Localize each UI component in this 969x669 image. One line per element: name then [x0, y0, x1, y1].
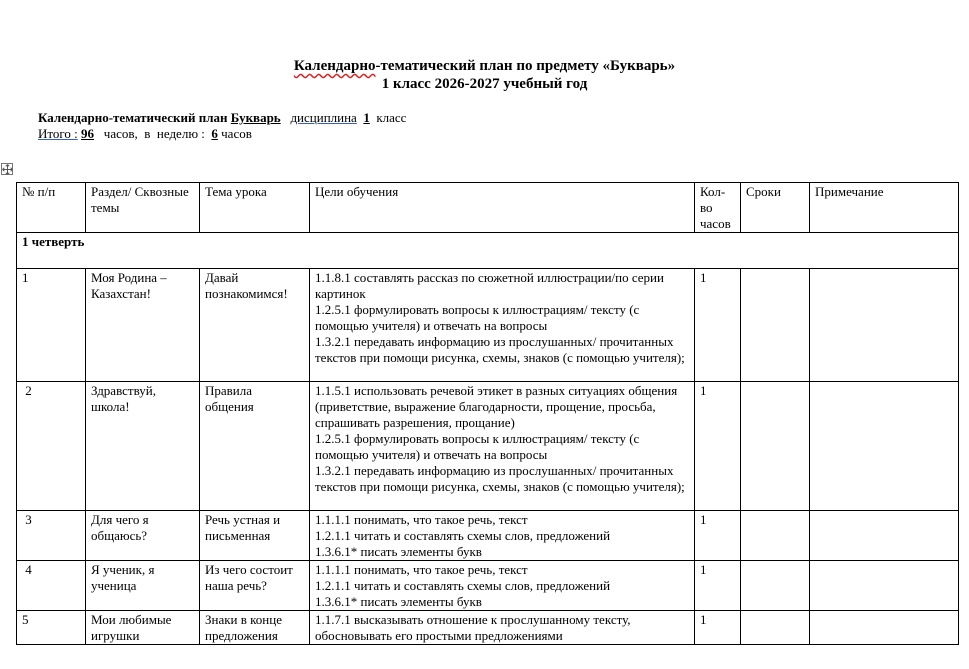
goal-item: 1.2.1.1 читать и составлять схемы слов, предложений: [315, 528, 611, 543]
table-header-row: [17, 183, 959, 233]
cell-num[interactable]: 3: [17, 511, 86, 561]
cell-topic[interactable]: Знаки в конце предложения: [200, 611, 310, 645]
quarter-row: [17, 233, 959, 269]
goal-item: 1.1.1.1 понимать, что такое речь, текст: [315, 562, 528, 577]
quarter-label: 1 четверть: [17, 233, 959, 269]
subject-value: Букварь: [230, 110, 281, 125]
table-move-handle-icon[interactable]: [1, 163, 13, 175]
table-row: [17, 269, 959, 382]
table-row: [17, 511, 959, 561]
grade-label: класс: [376, 110, 407, 125]
cell-dates[interactable]: [741, 382, 810, 511]
goal-item: 1.1.7.1 высказывать отношение к прослушанному тексту, обосновывать его простыми предложениями: [315, 612, 631, 643]
cell-goals[interactable]: [310, 269, 695, 382]
cell-section[interactable]: Моя Родина – Казахстан!: [86, 269, 200, 382]
header-num: № п/п: [17, 183, 86, 233]
header-goals: Цели обучения: [310, 183, 695, 233]
cell-topic[interactable]: Речь устная и письменная: [200, 511, 310, 561]
goal-item: 1.1.1.1 понимать, что такое речь, текст: [315, 512, 528, 527]
cell-notes[interactable]: [810, 561, 959, 611]
header-hours: Кол-во часов: [695, 183, 741, 233]
cell-dates[interactable]: [741, 611, 810, 645]
hours-label-2: часов: [221, 126, 252, 141]
cell-hours[interactable]: 1: [695, 611, 741, 645]
cell-section[interactable]: Для чего я общаюсь?: [86, 511, 200, 561]
title-rest: -тематический план по предмету «Букварь»: [375, 58, 676, 74]
discipline-label: дисциплина: [290, 110, 357, 125]
table-row: [17, 561, 959, 611]
cell-goals[interactable]: [310, 511, 695, 561]
header-section: Раздел/ Сквозные темы: [86, 183, 200, 233]
document-title: [0, 58, 969, 75]
plan-info-line: [38, 110, 406, 125]
goal-item: 1.2.5.1 формулировать вопросы к иллюстрациям/ тексту (с помощью учителя) и отвечать на вопросы: [315, 302, 640, 333]
cell-topic[interactable]: Давай познакомимся!: [200, 269, 310, 382]
cell-num[interactable]: 4: [17, 561, 86, 611]
cell-num[interactable]: 2: [17, 382, 86, 511]
hours-info-line: [38, 126, 252, 141]
cell-section[interactable]: Здравствуй, школа!: [86, 382, 200, 511]
plan-label: Календарно-тематический план: [38, 110, 228, 125]
cell-hours[interactable]: 1: [695, 269, 741, 382]
grade-value: 1: [363, 110, 370, 125]
cell-goals[interactable]: [310, 382, 695, 511]
cell-dates[interactable]: [741, 561, 810, 611]
cell-section[interactable]: Я ученик, я ученица: [86, 561, 200, 611]
goal-item: 1.3.2.1 передавать информацию из прослушанных/ прочитанных текстов при помощи рисунка, схемы, знаков (с помощью учителя);: [315, 463, 685, 494]
weekly-hours-value: 6: [211, 126, 218, 141]
goal-item: 1.3.2.1 передавать информацию из прослушанных/ прочитанных текстов при помощи рисунка, схемы, знаков (с помощью учителя);: [315, 334, 685, 365]
cell-num[interactable]: 5: [17, 611, 86, 645]
cell-notes[interactable]: [810, 269, 959, 382]
plan-table: [16, 182, 959, 645]
cell-topic[interactable]: Из чего состоит наша речь?: [200, 561, 310, 611]
header-notes: Примечание: [810, 183, 959, 233]
header-dates: Сроки: [741, 183, 810, 233]
total-label: Итого :: [38, 126, 78, 141]
table-row: [17, 382, 959, 511]
goal-item: 1.1.5.1 использовать речевой этикет в разных ситуациях общения (приветствие, выражение благодарности, прощение, просьба, спрашивать разрешения, прощание): [315, 383, 678, 430]
cell-num[interactable]: 1: [17, 269, 86, 382]
cell-topic[interactable]: Правила общения: [200, 382, 310, 511]
cell-notes[interactable]: [810, 611, 959, 645]
cell-section[interactable]: Мои любимые игрушки: [86, 611, 200, 645]
title-word-misspelled: Календарно: [293, 58, 376, 74]
cell-hours[interactable]: 1: [695, 382, 741, 511]
goal-item: 1.1.8.1 составлять рассказ по сюжетной иллюстрации/по серии картинок: [315, 270, 664, 301]
cell-hours[interactable]: 1: [695, 511, 741, 561]
header-topic: Тема урока: [200, 183, 310, 233]
cell-dates[interactable]: [741, 269, 810, 382]
cell-goals[interactable]: [310, 561, 695, 611]
cell-dates[interactable]: [741, 511, 810, 561]
goal-item: 1.3.6.1* писать элементы букв: [315, 544, 482, 559]
total-hours-value: 96: [81, 126, 95, 141]
cell-notes[interactable]: [810, 511, 959, 561]
document-subtitle: 1 класс 2026-2027 учебный год: [381, 76, 588, 92]
goal-item: 1.3.6.1* писать элементы букв: [315, 594, 482, 609]
goal-item: 1.2.1.1 читать и составлять схемы слов, предложений: [315, 578, 611, 593]
cell-hours[interactable]: 1: [695, 561, 741, 611]
cell-notes[interactable]: [810, 382, 959, 511]
cell-goals[interactable]: [310, 611, 695, 645]
hours-label: часов, в неделю :: [103, 126, 205, 141]
table-row: [17, 611, 959, 645]
goal-item: 1.2.5.1 формулировать вопросы к иллюстрациям/ тексту (с помощью учителя) и отвечать на вопросы: [315, 431, 640, 462]
